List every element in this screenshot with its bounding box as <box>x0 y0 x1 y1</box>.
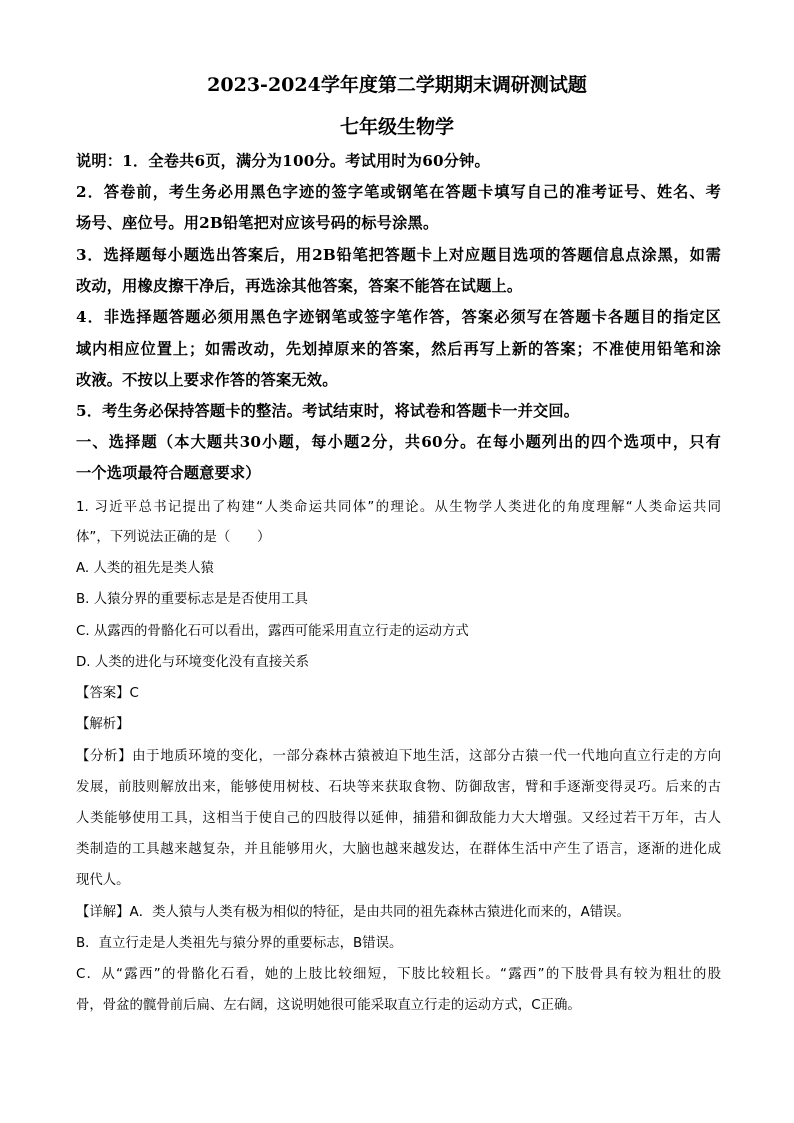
question-stem: 1. 习近平总书记提出了构建“人类命运共同体”的理论。从生物学人类进化的角度理解“人类命运共同 <box>76 500 721 515</box>
analysis-line: 发展，前肢则解放出来，能够使用树枝、石块等来获取食物、防御敌害，臂和手逐渐变得灵巧。后来的古 <box>76 780 721 795</box>
analysis-label: 【解析】 <box>76 717 130 732</box>
analysis-line: 人类能够使用工具，这相当于使自己的四肢得以延伸，捕猎和御敌能力大大增强。又经过若干万年，古人 <box>76 811 721 826</box>
instruction-line: 场号、座位号。用2B铅笔把对应该号码的标号涂黑。 <box>76 214 439 232</box>
detail-line: 【详解】A．类人猿与人类有极为相似的特征，是由共同的祖先森林古猿进化而来的，A错误。 <box>76 905 630 920</box>
instruction-line: 3．选择题每小题选出答案后，用2B铅笔把答题卡上对应题目选项的答题信息点涂黑，如需 <box>76 246 721 264</box>
instruction-line: 4．非选择题答题必须用黑色字迹钢笔或签字笔作答，答案必须写在答题卡各题目的指定区 <box>76 308 721 326</box>
detail-line: B．直立行走是人类祖先与猿分界的重要标志，B错误。 <box>76 936 403 951</box>
option-b: B. 人猿分界的重要标志是是否使用工具 <box>76 592 308 607</box>
instruction-line: 改动，用橡皮擦干净后，再选涂其他答案，答案不能答在试题上。 <box>76 277 523 295</box>
option-d: D. 人类的进化与环境变化没有直接关系 <box>76 655 310 670</box>
instruction-line: 说明：1．全卷共6页，满分为100分。考试用时为60分钟。 <box>76 152 490 170</box>
answer: 【答案】C <box>76 686 139 701</box>
question-stem-continued: 体”，下列说法正确的是（ ） <box>76 530 271 545</box>
instruction-line: 2．答卷前，考生务必用黑色字迹的签字笔或钢笔在答题卡填写自己的准考证号、姓名、考 <box>76 183 721 201</box>
analysis-line: 类制造的工具越来越复杂，并且能够用火，大脑也越来越发达，在群体生活中产生了语言，逐渐的进化成 <box>76 842 721 857</box>
exam-title: 2023-2024学年度第二学期期末调研测试题 <box>207 74 587 96</box>
detail-line: C．从“露西”的骨骼化石看，她的上肢比较细短，下肢比较粗长。“露西”的下肢骨具有较为粗壮的股 <box>76 967 721 982</box>
instruction-line: 5．考生务必保持答题卡的整洁。考试结束时，将试卷和答题卡一并交回。 <box>76 402 580 420</box>
section-heading-continued: 一个选项最符合题意要求） <box>76 464 261 482</box>
analysis-line: 【分析】由于地质环境的变化，一部分森林古猿被迫下地生活，这部分古猿一代一代地向直立行走的方向 <box>76 749 721 764</box>
option-a: A. 人类的祖先是类人猿 <box>76 561 214 576</box>
section-heading: 一、选择题（本大题共30小题，每小题2分，共60分。在每小题列出的四个选项中，只有 <box>76 433 721 451</box>
instruction-line: 改液。不按以上要求作答的答案无效。 <box>76 371 338 389</box>
analysis-line: 现代人。 <box>76 873 130 888</box>
detail-line: 骨，骨盆的髋骨前后扁、左右阔，这说明她很可能采取直立行走的运动方式，C正确。 <box>76 998 581 1013</box>
exam-subtitle: 七年级生物学 <box>339 116 454 138</box>
instruction-line: 域内相应位置上；如需改动，先划掉原来的答案，然后再写上新的答案；不准使用铅笔和涂 <box>76 340 721 358</box>
option-c: C. 从露西的骨骼化石可以看出，露西可能采用直立行走的运动方式 <box>76 624 469 639</box>
